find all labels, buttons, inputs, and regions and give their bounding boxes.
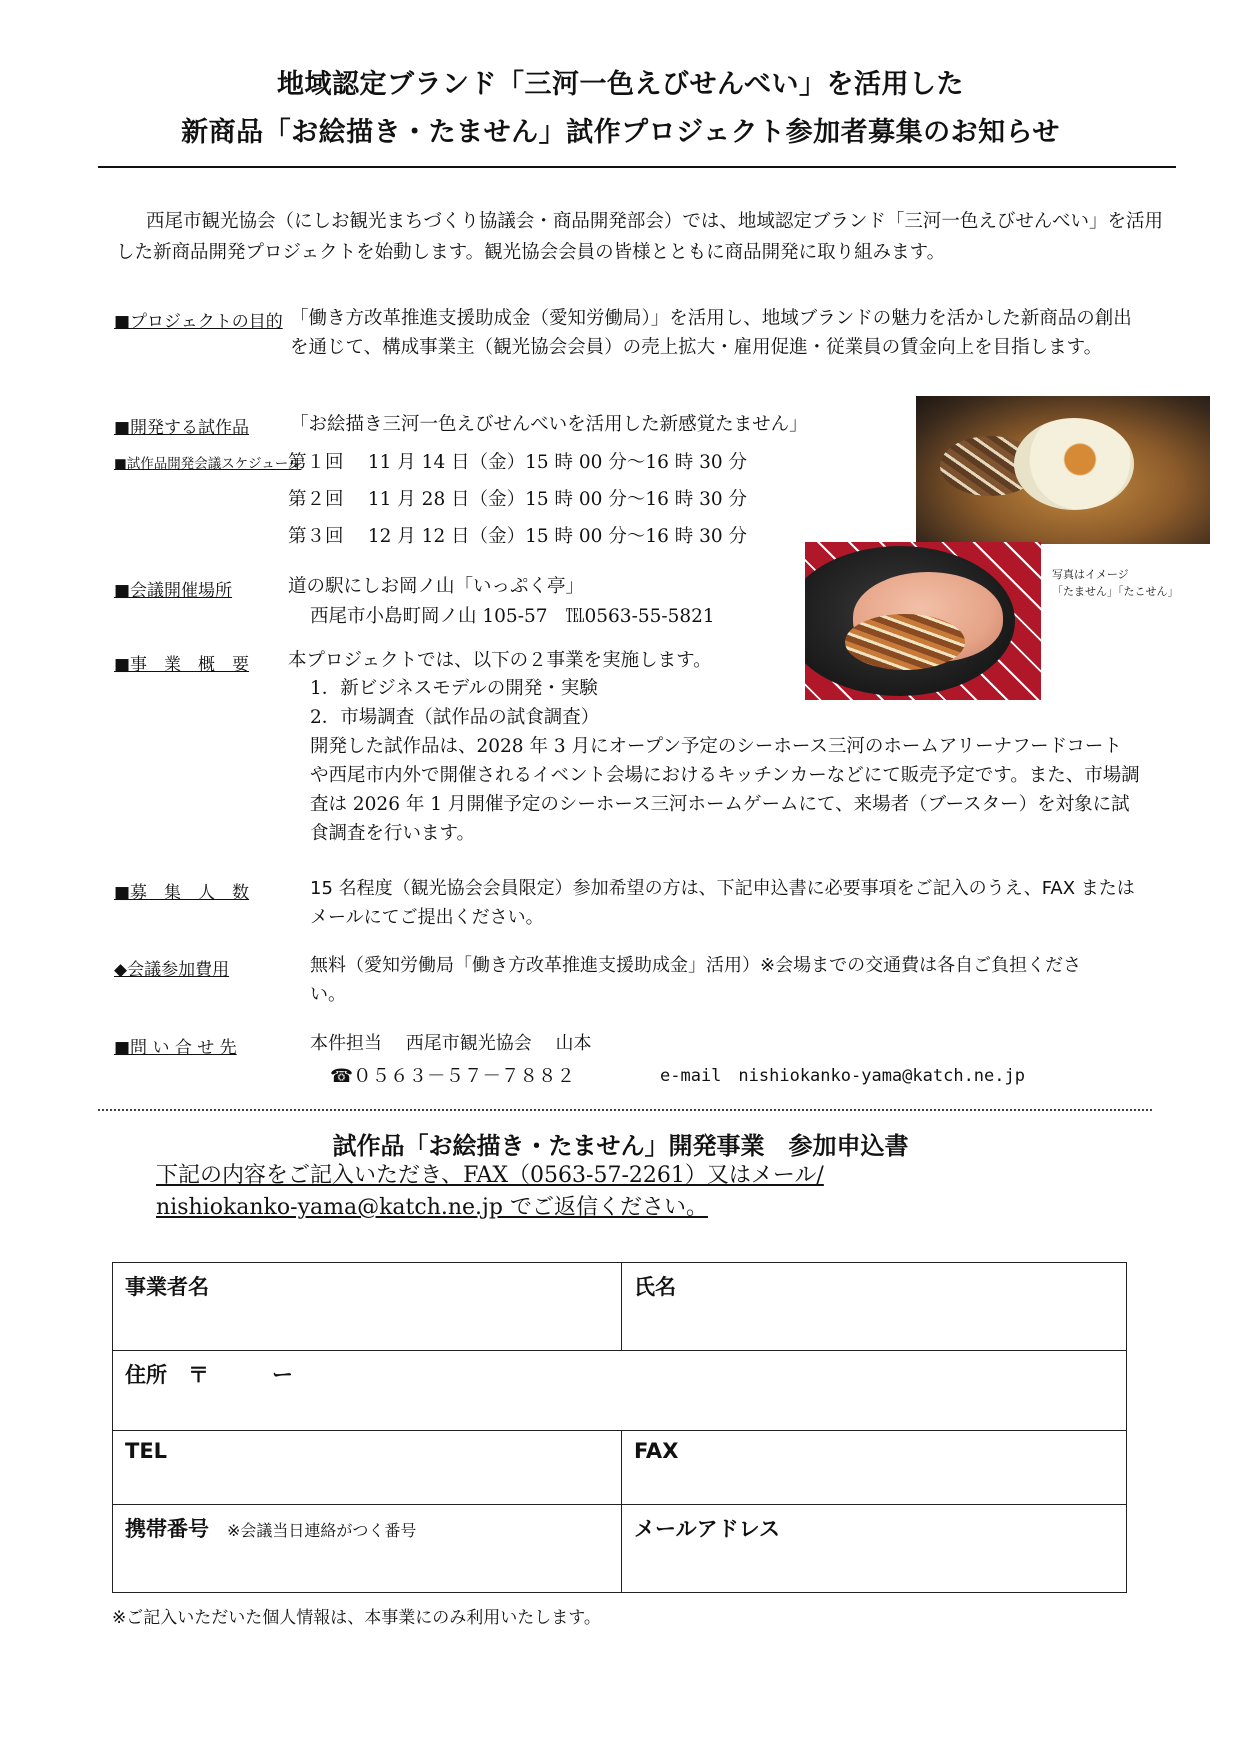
tel-field-label: TEL [125,1439,168,1463]
schedule-row-3: 第３回 12 月 12 日（金）15 時 00 分～16 時 30 分 [288,526,748,547]
form-instruction [156,1160,824,1224]
contact-label: ■問 い 合 せ 先 [114,1038,237,1058]
application-form-table [112,1262,1127,1593]
privacy-footnote: ※ご記入いただいた個人情報は、本事業にのみ利用いたします。 [112,1608,601,1628]
overview-item-2: 2．市場調査（試作品の試食調査） [310,707,600,728]
address-field[interactable] [113,1351,1127,1431]
egg-detail [1014,418,1134,510]
takosen-photo [805,542,1041,700]
schedule-row-1: 第１回 11 月 14 日（金）15 時 00 分～16 時 30 分 [288,452,748,473]
prototype-text: 「お絵描き三河一色えびせんべいを活用した新感覚たません」 [290,414,808,435]
form-instruction-line-2: nishiokanko-yama@katch.ne.jp でご返信ください。 [156,1195,708,1220]
title-line-1: 地域認定ブランド「三河一色えびせんべい」を活用した [277,69,964,100]
photo-caption-line-1: 写真はイメージ [1052,568,1129,581]
email-field[interactable] [622,1505,1127,1593]
intro-paragraph: 西尾市観光協会（にしお観光まちづくり協議会・商品開発部会）では、地域認定ブランド「三河一色えびせんべい」を活用した新商品開発プロジェクトを始動します。観光協会会員の皆様とともに商品開発に取り組みます。 [116,211,1163,263]
tamasen-photo [916,396,1210,544]
photo-caption [1052,566,1179,600]
photo-caption-line-2: 「たません」「たこせん」 [1052,585,1179,598]
mobile-field-note: ※会議当日連絡がつく番号 [227,1521,417,1540]
title-line-2: 新商品「お絵描き・たません」試作プロジェクト参加者募集のお知らせ [181,117,1060,148]
contact-person: 本件担当 西尾市観光協会 山本 [310,1033,592,1054]
contact-phone: ☎０５６３－５７－７８８２ [330,1066,576,1087]
schedule-label: ■試作品開発会議スケジュール [114,456,302,472]
venue-address: 西尾市小島町岡ノ山 105-57 ℡0563-55-5821 [310,606,715,627]
cut-line [98,1109,1152,1111]
filling-detail [845,614,965,670]
tel-field[interactable] [113,1431,622,1505]
venue-name: 道の駅にしお岡ノ山「いっぷく亭」 [288,576,585,597]
mobile-field[interactable] [113,1505,622,1593]
overview-item-1: 1．新ビジネスモデルの開発・実験 [310,678,598,699]
venue-label: ■会議開催場所 [114,581,233,601]
company-field[interactable] [113,1263,622,1351]
prototype-label: ■開発する試作品 [114,418,250,438]
title-rule [98,166,1176,168]
form-instruction-line-1: 下記の内容をご記入いただき、FAX（0563-57-2261）又はメール/ [156,1163,824,1188]
overview-intro: 本プロジェクトでは、以下の２事業を実施します。 [288,650,712,671]
fee-text: 無料（愛知労働局「働き方改革推進支援助成金」活用）※会場までの交通費は各自ご負担ください。 [310,955,1082,1005]
overview-label: ■事 業 概 要 [114,655,250,675]
purpose-text: 「働き方改革推進支援助成金（愛知労働局）」を活用し、地域ブランドの魅力を活かした新商品の創出を通じて、構成事業主（観光協会会員）の売上拡大・雇用促進・従業員の賃金向上を目指します。 [290,308,1132,358]
company-field-label: 事業者名 [125,1275,209,1299]
recruit-label: ■募 集 人 数 [114,883,250,903]
name-field-label: 氏名 [634,1275,676,1299]
email-field-label: メールアドレス [634,1517,780,1541]
purpose-label: ■プロジェクトの目的 [114,312,283,332]
form-title: 試作品「お絵描き・たません」開発事業 参加申込書 [332,1132,909,1160]
fax-field[interactable] [622,1431,1127,1505]
overview-detail: 開発した試作品は、2028 年 3 月にオープン予定のシーホース三河のホームアリーナフードコートや西尾市内外で開催されるイベント会場におけるキッチンカーなどにて販売予定です。また、市場調査は 2026 年 1 月開催予定のシーホース三河ホームゲームにて、来場者（ブースター）を対象に試食調査を行います。 [310,736,1140,844]
fee-label: ◆会議参加費用 [114,960,230,980]
mobile-field-label: 携帯番号 [125,1517,209,1541]
recruit-text: 15 名程度（観光協会会員限定）参加希望の方は、下記申込書に必要事項をご記入のうえ、FAX またはメールにてご提出ください。 [310,878,1135,928]
address-field-label: 住所 〒 ー [125,1363,293,1387]
schedule-row-2: 第２回 11 月 28 日（金）15 時 00 分～16 時 30 分 [288,489,748,510]
name-field[interactable] [622,1263,1127,1351]
fax-field-label: FAX [634,1439,679,1463]
contact-email[interactable]: e-mail nishiokanko-yama@katch.ne.jp [660,1066,1025,1086]
